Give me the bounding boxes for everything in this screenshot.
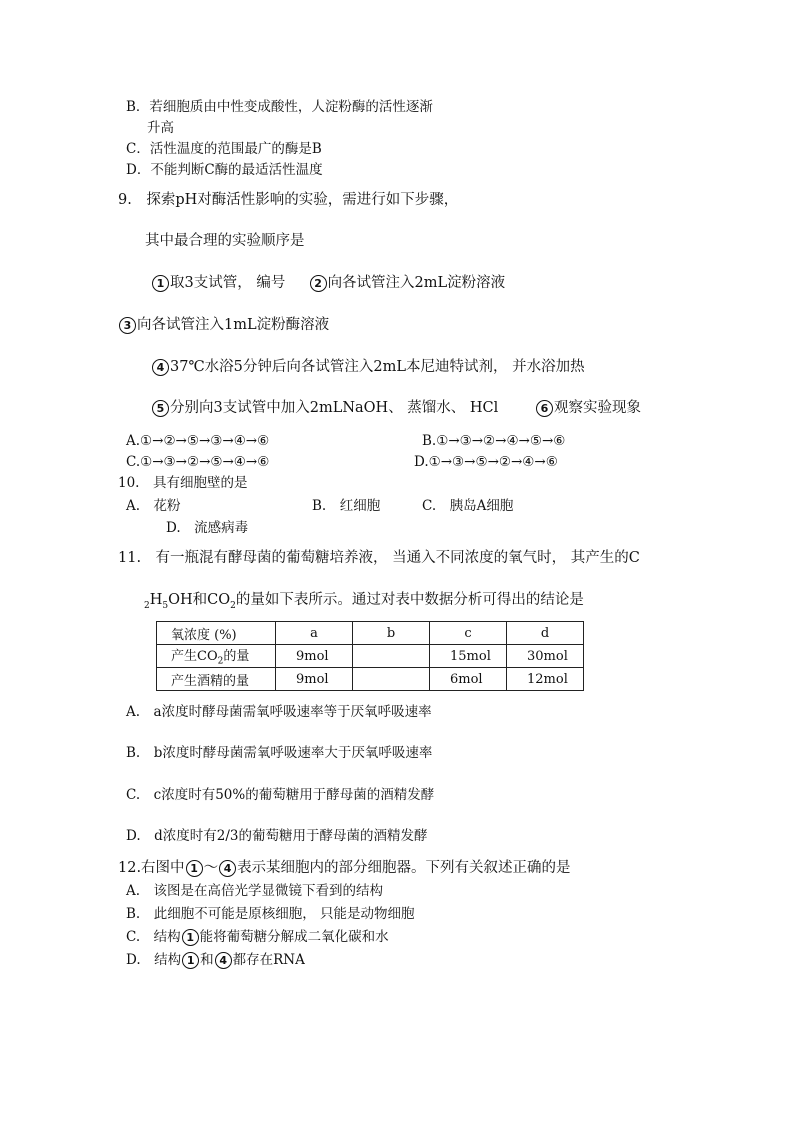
q11-sub-5: 5 xyxy=(162,600,169,611)
oxygen-data-table xyxy=(156,621,584,691)
step-number-4: 4 xyxy=(152,359,169,376)
table-header-b: b xyxy=(353,622,430,645)
step-number-2: 2 xyxy=(310,275,327,292)
q9-step-4 xyxy=(151,358,585,376)
co2-label-b: 的量 xyxy=(223,649,250,665)
step-number-5: 5 xyxy=(152,400,169,417)
table-row xyxy=(157,645,584,668)
circled-number-4: 4 xyxy=(219,860,236,877)
circled-number-4: 4 xyxy=(215,952,232,969)
step-6-text: 观察实验现象 xyxy=(554,400,641,416)
row-label-co2 xyxy=(157,645,276,668)
q8-option-b-line1: B．若细胞质由中性变成酸性，人淀粉酶的活性逐渐 xyxy=(126,99,433,115)
q12-c-a: C. 结构 xyxy=(126,929,181,945)
q12-d-b: 都存在RNA xyxy=(232,952,305,968)
table-header-c: c xyxy=(430,622,507,645)
step-number-6: 6 xyxy=(536,400,553,417)
q10-option-b: B. 红细胞 xyxy=(312,498,381,514)
step-1-text: 取3支试管， 编号 xyxy=(170,275,286,291)
q10-option-c: C. 胰岛A细胞 xyxy=(422,498,514,514)
q9-step-6 xyxy=(535,399,641,417)
q11-option-a: A. a浓度时酵母菌需氧呼吸速率等于厌氧呼吸速率 xyxy=(126,704,432,720)
q12-option-a: A. 该图是在高倍光学显微镜下看到的结构 xyxy=(126,883,384,899)
table-header-row xyxy=(157,622,584,645)
q12-d-mid: 和 xyxy=(200,952,214,968)
step-number-1: 1 xyxy=(152,275,169,292)
q12-option-d xyxy=(126,951,305,969)
step-4-text: 37℃水浴5分钟后向各试管注入2mL本尼迪特试剂， 并水浴加热 xyxy=(170,359,585,375)
q8-option-c: C．活性温度的范围最广的酶是B xyxy=(126,141,322,157)
q11-option-b: B. b浓度时酵母菌需氧呼吸速率大于厌氧呼吸速率 xyxy=(126,745,433,761)
q9-option-a: A.①→②→⑤→③→④→⑥ xyxy=(126,433,270,449)
q12-stem-a: 12.右图中 xyxy=(118,860,185,876)
step-number-3: 3 xyxy=(119,317,136,334)
row-label-alcohol: 产生酒精的量 xyxy=(157,668,276,691)
step-2-text: 向各试管注入2mL淀粉溶液 xyxy=(327,275,506,291)
q8-option-d: D．不能判断C酶的最适活性温度 xyxy=(126,162,323,178)
q12-d-a: D. 结构 xyxy=(126,952,182,968)
table-cell xyxy=(353,645,430,668)
table-header-a: a xyxy=(276,622,353,645)
circled-number-1: 1 xyxy=(186,860,203,877)
table-cell xyxy=(353,668,430,691)
q11-sub-2-pre: 2 xyxy=(144,600,150,611)
table-cell: 9mol xyxy=(276,668,353,691)
table-cell: 30mol xyxy=(507,645,584,668)
step-5-text: 分别向3支试管中加入2mLNaOH、 蒸馏水、 HCl xyxy=(170,400,499,416)
q12-stem-b: 表示某细胞内的部分细胞器。下列有关叙述正确的是 xyxy=(237,860,571,876)
table-header-oxygen: 氧浓度 (%) xyxy=(157,622,276,645)
q12-tilde: ～ xyxy=(203,860,219,876)
table-cell: 9mol xyxy=(276,645,353,668)
q11-stem-2c: 的量如下表所示。通过对表中数据分析可得出的结论是 xyxy=(235,592,584,608)
q10-option-d: D. 流感病毒 xyxy=(166,520,249,536)
q9-stem: 9. 探索pH对酶活性影响的实验，需进行如下步骤， xyxy=(118,192,459,208)
step-3-text: 向各试管注入1mL淀粉酶溶液 xyxy=(137,317,330,333)
q12-option-b: B. 此细胞不可能是原核细胞， 只能是动物细胞 xyxy=(126,906,415,922)
q9-option-b: B.①→③→②→④→⑤→⑥ xyxy=(422,433,566,449)
q10-stem: 10. 具有细胞壁的是 xyxy=(118,475,248,491)
q11-stem: 11. 有一瓶混有酵母菌的葡萄糖培养液， 当通入不同浓度的氧气时， 其产生的C xyxy=(118,550,640,566)
circled-number-1: 1 xyxy=(182,929,199,946)
q11-stem-2b: OH和CO xyxy=(168,592,231,608)
q10-option-a: A. 花粉 xyxy=(126,498,181,514)
q11-sub-2: 2 xyxy=(230,600,236,611)
q9-steps-1-2 xyxy=(151,274,505,292)
table-row xyxy=(157,668,584,691)
q9-stem-2: 其中最合理的实验顺序是 xyxy=(145,233,305,249)
q11-option-c: C. c浓度时有50%的葡萄糖用于酵母菌的酒精发酵 xyxy=(126,787,435,803)
co2-label-a: 产生CO xyxy=(171,649,218,665)
q8-option-b-line2: 升高 xyxy=(147,120,174,136)
q9-option-d: D.①→③→⑤→②→④→⑥ xyxy=(414,454,558,470)
table-header-d: d xyxy=(507,622,584,645)
q9-step-3 xyxy=(118,316,329,334)
q12-option-c xyxy=(126,928,389,946)
table-cell: 15mol xyxy=(430,645,507,668)
q9-option-c: C.①→③→②→⑤→④→⑥ xyxy=(126,454,270,470)
q12-stem xyxy=(118,859,571,877)
table-cell: 6mol xyxy=(430,668,507,691)
q11-option-d: D. d浓度时有2/3的葡萄糖用于酵母菌的酒精发酵 xyxy=(126,828,428,844)
q12-c-b: 能将葡萄糖分解成二氧化碳和水 xyxy=(199,929,389,945)
co2-label-sub: 2 xyxy=(217,656,224,667)
circled-number-1: 1 xyxy=(182,952,199,969)
q11-stem-2 xyxy=(144,591,584,615)
q11-stem-2a: H xyxy=(149,592,163,608)
table-cell: 12mol xyxy=(507,668,584,691)
q9-steps-5-6 xyxy=(151,399,498,417)
